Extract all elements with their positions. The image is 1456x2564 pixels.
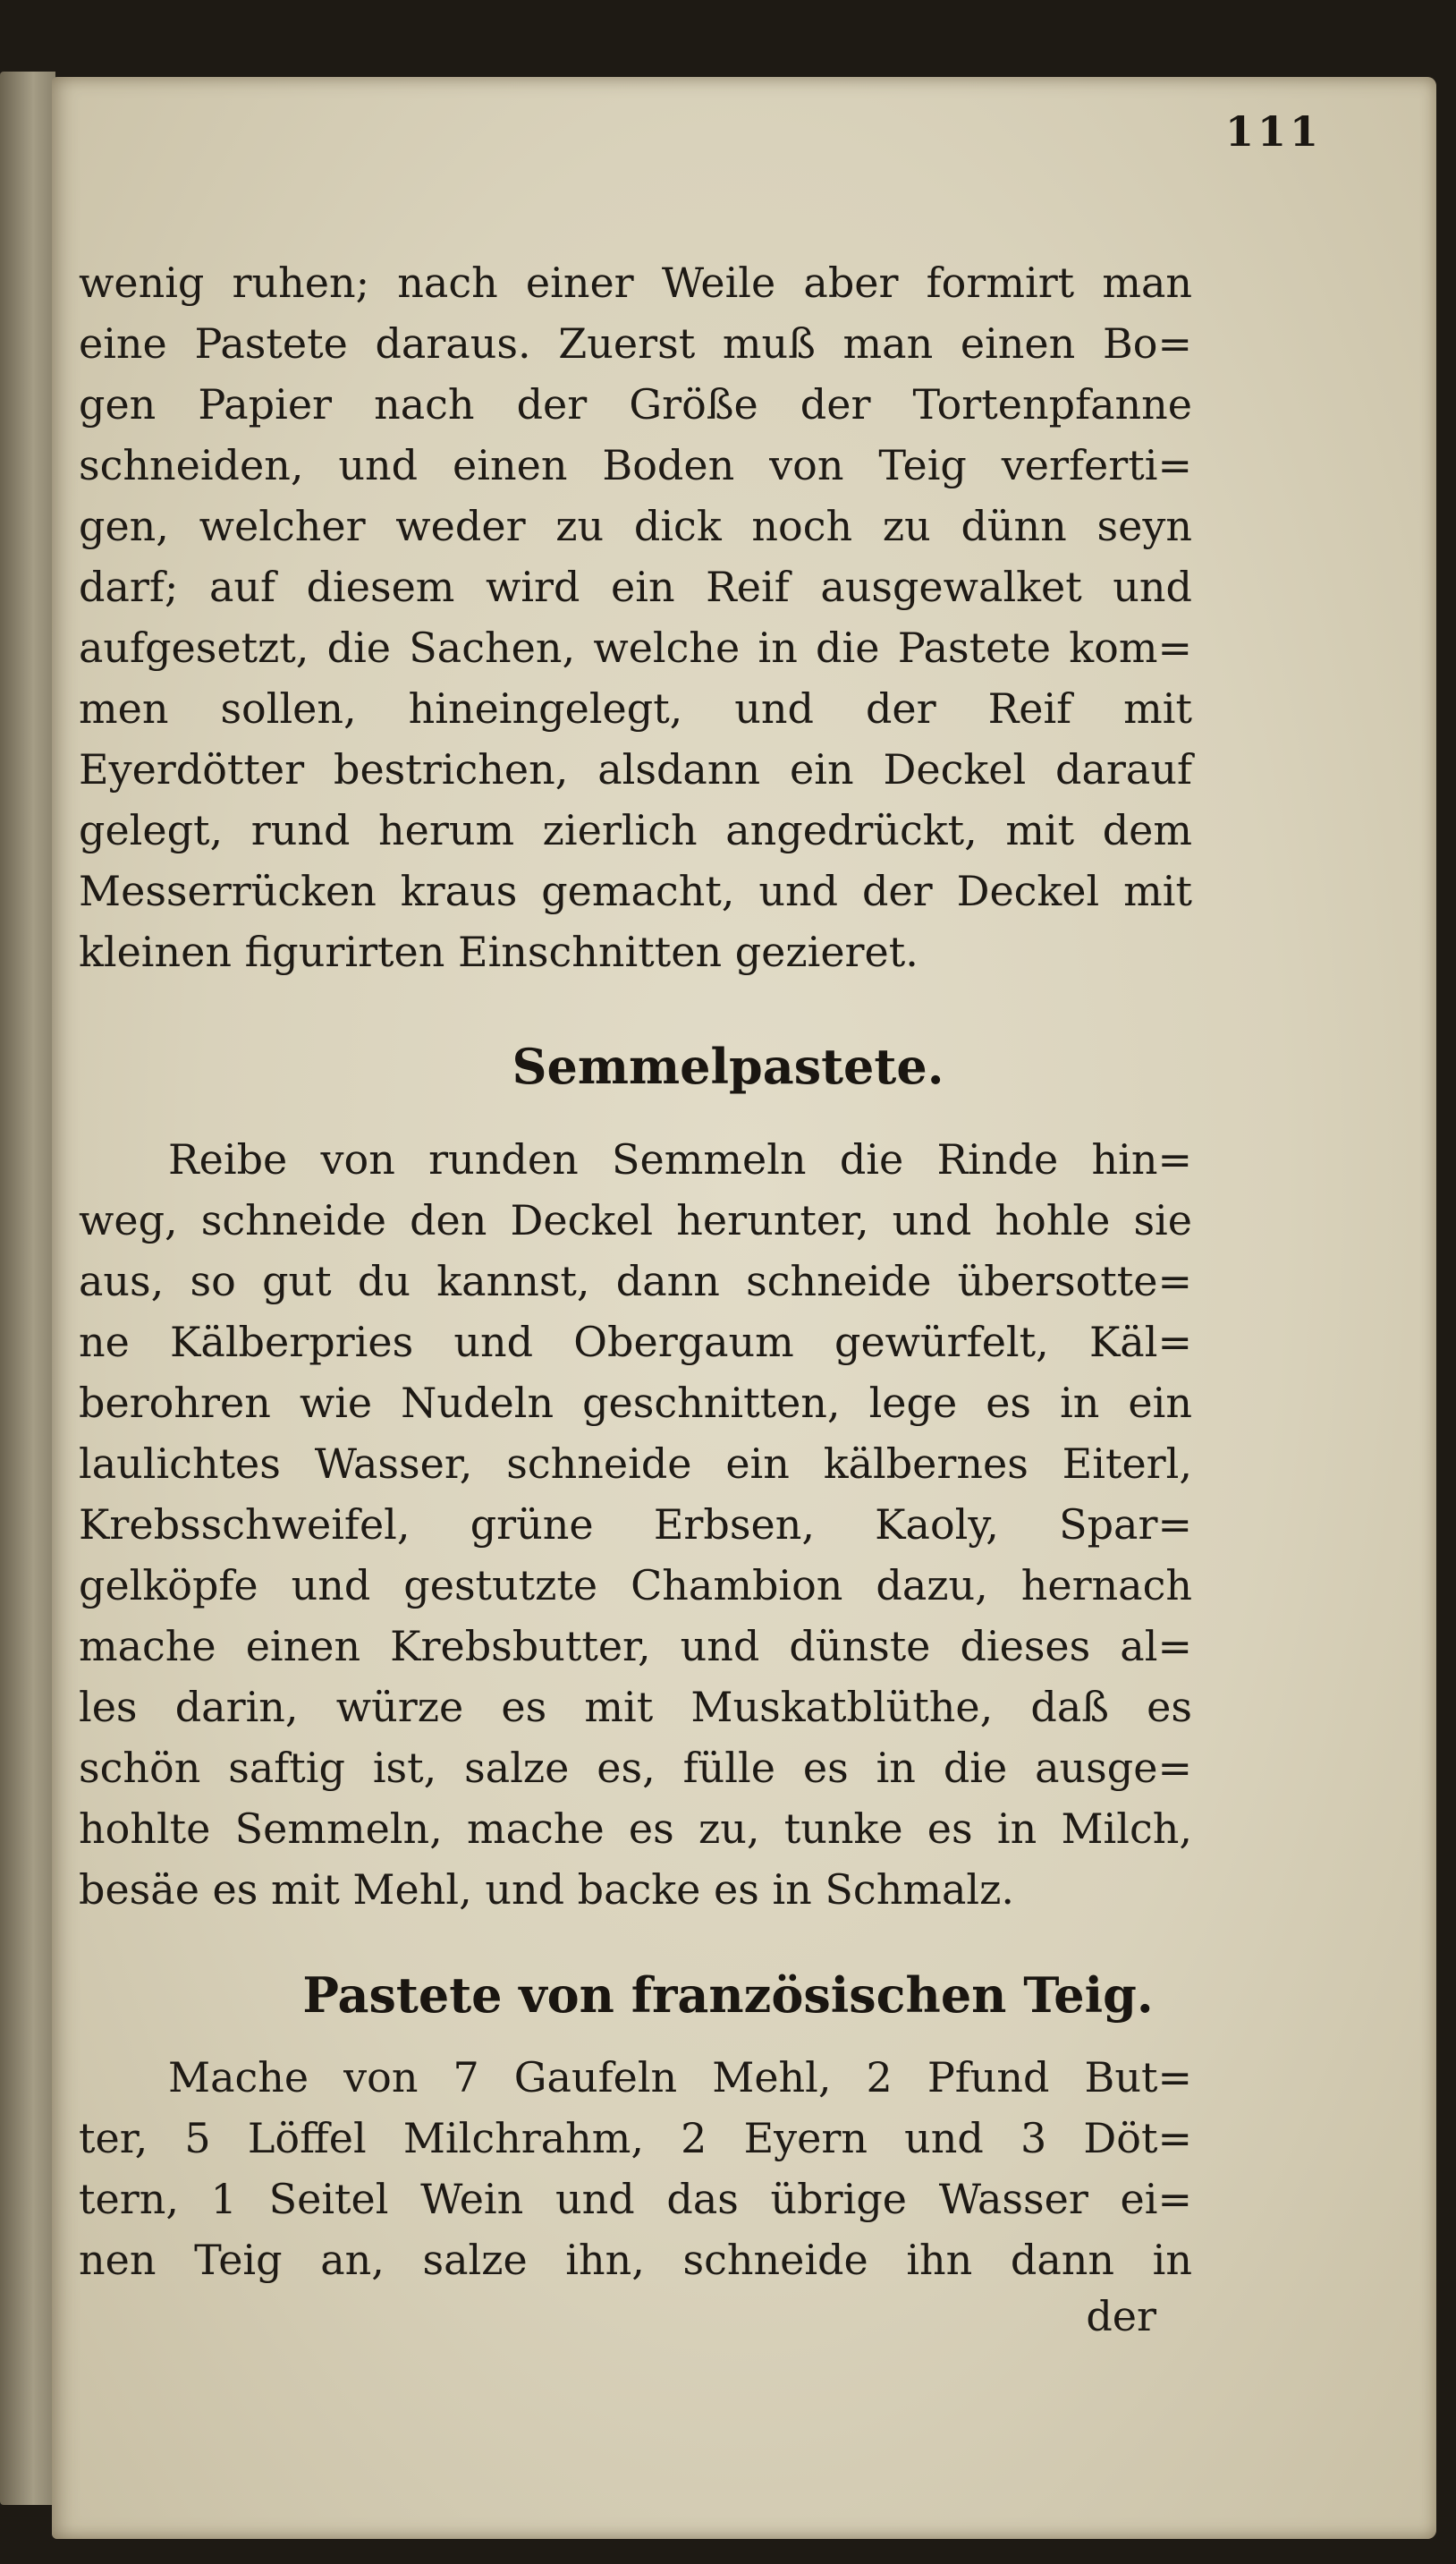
text-line: tern, 1 Seitel Wein und das übrige Wasser ei=	[79, 2175, 1192, 2223]
text-line: aus, so gut du kannst, dann schneide übersotte=	[79, 1257, 1192, 1305]
text-line: Krebsschweifel, grüne Erbsen, Kaoly, Spar=	[79, 1500, 1192, 1549]
text-line: aufgesetzt, die Sachen, welche in die Pastete kom=	[79, 624, 1192, 672]
text-line: schneiden, und einen Boden von Teig verferti=	[79, 441, 1192, 489]
left-page-edge	[0, 72, 55, 2505]
text-line: kleinen figurirten Einschnitten gezieret.	[79, 928, 918, 976]
paragraph-3	[79, 2047, 1192, 2290]
text-line: mache einen Krebsbutter, und dünste dieses al=	[79, 1622, 1192, 1670]
text-line: wenig ruhen; nach einer Weile aber formirt man	[79, 259, 1192, 307]
text-line: Eyerdötter bestrichen, alsdann ein Deckel darauf	[79, 745, 1192, 794]
text-line: Messerrücken kraus gemacht, und der Deckel mit	[79, 867, 1192, 915]
text-line: men sollen, hineingelegt, und der Reif mit	[79, 684, 1192, 733]
text-line: schön saftig ist, salze es, fülle es in die ausge=	[79, 1744, 1192, 1792]
text-line: weg, schneide den Deckel herunter, und hohle sie	[79, 1196, 1192, 1244]
page-number: 111	[1224, 107, 1322, 156]
paragraph-2	[79, 1129, 1192, 1920]
text-line: les darin, würze es mit Muskatblüthe, daß es	[79, 1683, 1192, 1731]
text-line: gen, welcher weder zu dick noch zu dünn seyn	[79, 502, 1192, 550]
text-line: gelegt, rund herum zierlich angedrückt, mit dem	[79, 806, 1192, 854]
text-line: eine Pastete daraus. Zuerst muß man einen Bo=	[79, 319, 1192, 368]
section-heading: Pastete von französischen Teig.	[302, 1966, 1154, 2024]
text-line: darf; auf diesem wird ein Reif ausgewalket und	[79, 563, 1192, 611]
text-line: gelköpfe und gestutzte Chambion dazu, hernach	[79, 1561, 1192, 1609]
text-line: Mache von 7 Gaufeln Mehl, 2 Pfund But=	[168, 2053, 1192, 2101]
text-line: besäe es mit Mehl, und backe es in Schmalz.	[79, 1865, 1014, 1914]
text-line: Reibe von runden Semmeln die Rinde hin=	[168, 1135, 1192, 1184]
text-line: ne Kälberpries und Obergaum gewürfelt, Käl=	[79, 1318, 1192, 1366]
paragraph-1	[79, 252, 1192, 982]
text-line: berohren wie Nudeln geschnitten, lege es in ein	[79, 1379, 1192, 1427]
text-line: hohlte Semmeln, mache es zu, tunke es in Milch,	[79, 1804, 1192, 1853]
text-line: ter, 5 Löffel Milchrahm, 2 Eyern und 3 Döt=	[79, 2114, 1192, 2162]
catchword: der	[1086, 2292, 1156, 2340]
text-line: gen Papier nach der Größe der Tortenpfanne	[79, 380, 1192, 429]
text-line: nen Teig an, salze ihn, schneide ihn dann in	[79, 2236, 1192, 2284]
section-heading: Semmelpastete.	[512, 1038, 944, 1095]
text-line: laulichtes Wasser, schneide ein kälbernes Eiterl,	[79, 1439, 1192, 1488]
